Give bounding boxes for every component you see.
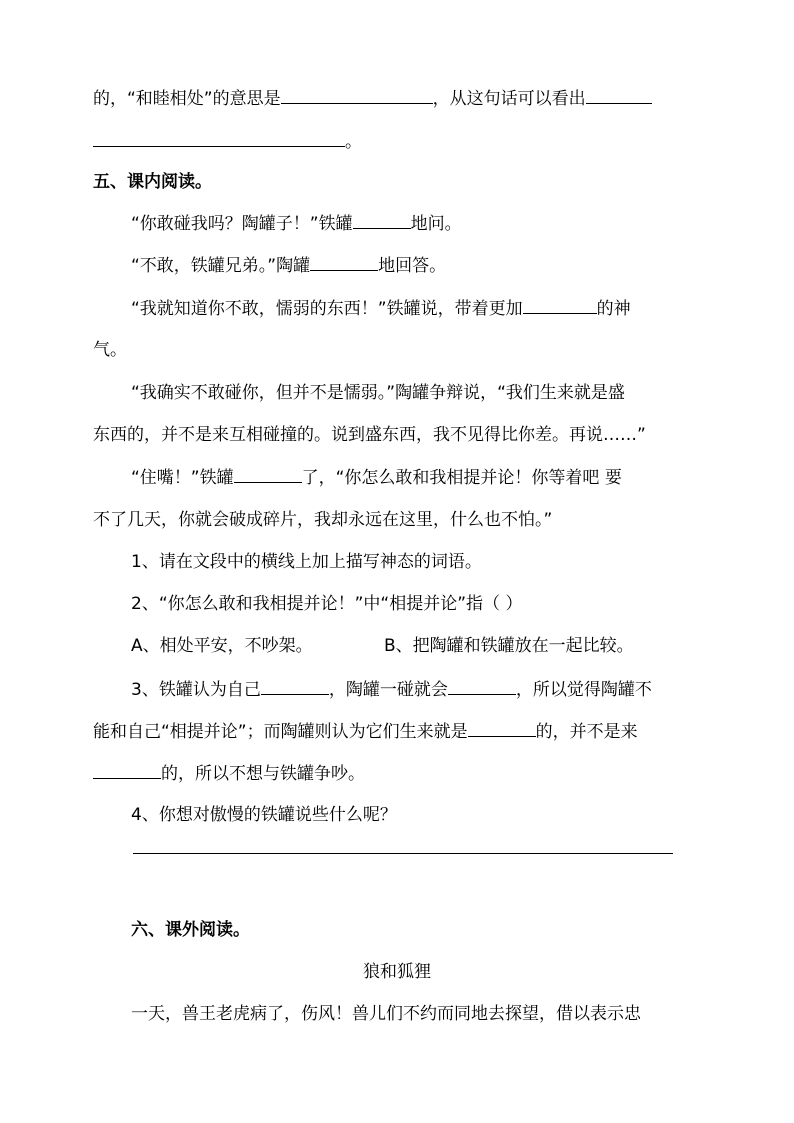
story-paragraph-1: 一天，兽王老虎病了，伤风！兽儿们不约而同地去探望，借以表示忠 [131, 1004, 641, 1024]
answer-blank[interactable] [281, 86, 433, 104]
question-3-cont-1 [93, 719, 638, 744]
text: 地问。 [410, 214, 462, 234]
text: ，从这句话可以看出 [432, 89, 586, 109]
answer-blank[interactable] [353, 211, 411, 229]
answer-blank[interactable] [468, 719, 536, 737]
passage-paragraph-5 [131, 465, 622, 490]
question-4: 4、你想对傲慢的铁罐说些什么呢？ [131, 805, 397, 825]
answer-blank[interactable] [586, 86, 652, 104]
question-1: 1、请在文段中的横线上加上描写神态的词语。 [131, 552, 482, 572]
continuation-line-1 [93, 86, 652, 111]
answer-blank[interactable] [310, 253, 378, 271]
section-6-heading: 六、课外阅读。 [131, 920, 250, 940]
answer-blank[interactable] [234, 465, 302, 483]
answer-blank[interactable] [93, 129, 345, 147]
question-3 [131, 677, 652, 702]
text: 了，“你怎么敢和我相提并论！你等着吧 要 [301, 468, 622, 488]
answer-blank[interactable] [448, 677, 516, 695]
text: 的，所以不想与铁罐争吵。 [161, 764, 365, 784]
question-2-option-b[interactable]: B、把陶罐和铁罐放在一起比较。 [384, 636, 634, 656]
story-title: 狼和狐狸 [363, 962, 431, 982]
text: 3、铁罐认为自己 [131, 680, 261, 700]
answer-blank[interactable] [523, 296, 597, 314]
text: 的，并不是来 [535, 722, 638, 742]
section-5-heading: 五、课内阅读。 [93, 172, 212, 192]
question-2-option-a[interactable]: A、相处平安，不吵架。 [131, 636, 313, 656]
text: ，所以觉得陶罐不 [515, 680, 652, 700]
passage-paragraph-3 [131, 296, 631, 321]
text: “不敢，铁罐兄弟。”陶罐 [131, 256, 311, 276]
passage-paragraph-5-cont: 不了几天，你就会破成碎片，我却永远在这里，什么也不怕。” [93, 510, 553, 530]
answer-blank[interactable] [261, 677, 329, 695]
answer-blank[interactable] [93, 761, 161, 779]
passage-paragraph-1 [131, 211, 462, 236]
passage-paragraph-2 [131, 253, 446, 278]
text: 能和自己“相提并论”；而陶罐则认为它们生来就是 [93, 722, 468, 742]
text: “你敢碰我吗？陶罐子！”铁罐 [131, 214, 353, 234]
text: 地回答。 [378, 256, 447, 276]
text: 的神 [596, 299, 631, 319]
passage-paragraph-4: “我确实不敢碰你，但并不是懦弱。”陶罐争辩说，“我们生来就是盛 [131, 383, 625, 403]
passage-paragraph-4-cont: 东西的，并不是来互相碰撞的。说到盛东西，我不见得比你差。再说……” [93, 425, 646, 445]
text: “住嘴！”铁罐 [131, 468, 234, 488]
passage-paragraph-3-cont: 气。 [93, 340, 127, 360]
answer-line[interactable] [133, 853, 673, 854]
text: “我就知道你不敢，懦弱的东西！”铁罐说，带着更加 [131, 299, 523, 319]
continuation-line-2 [93, 129, 362, 154]
question-2: 2、“你怎么敢和我相提并论！”中“相提并论”指（ ） [131, 594, 523, 614]
text: 的，“和睦相处”的意思是 [93, 89, 281, 109]
question-3-cont-2 [93, 761, 365, 786]
text: ，陶罐一碰就会 [328, 680, 448, 700]
text: 。 [345, 132, 362, 152]
